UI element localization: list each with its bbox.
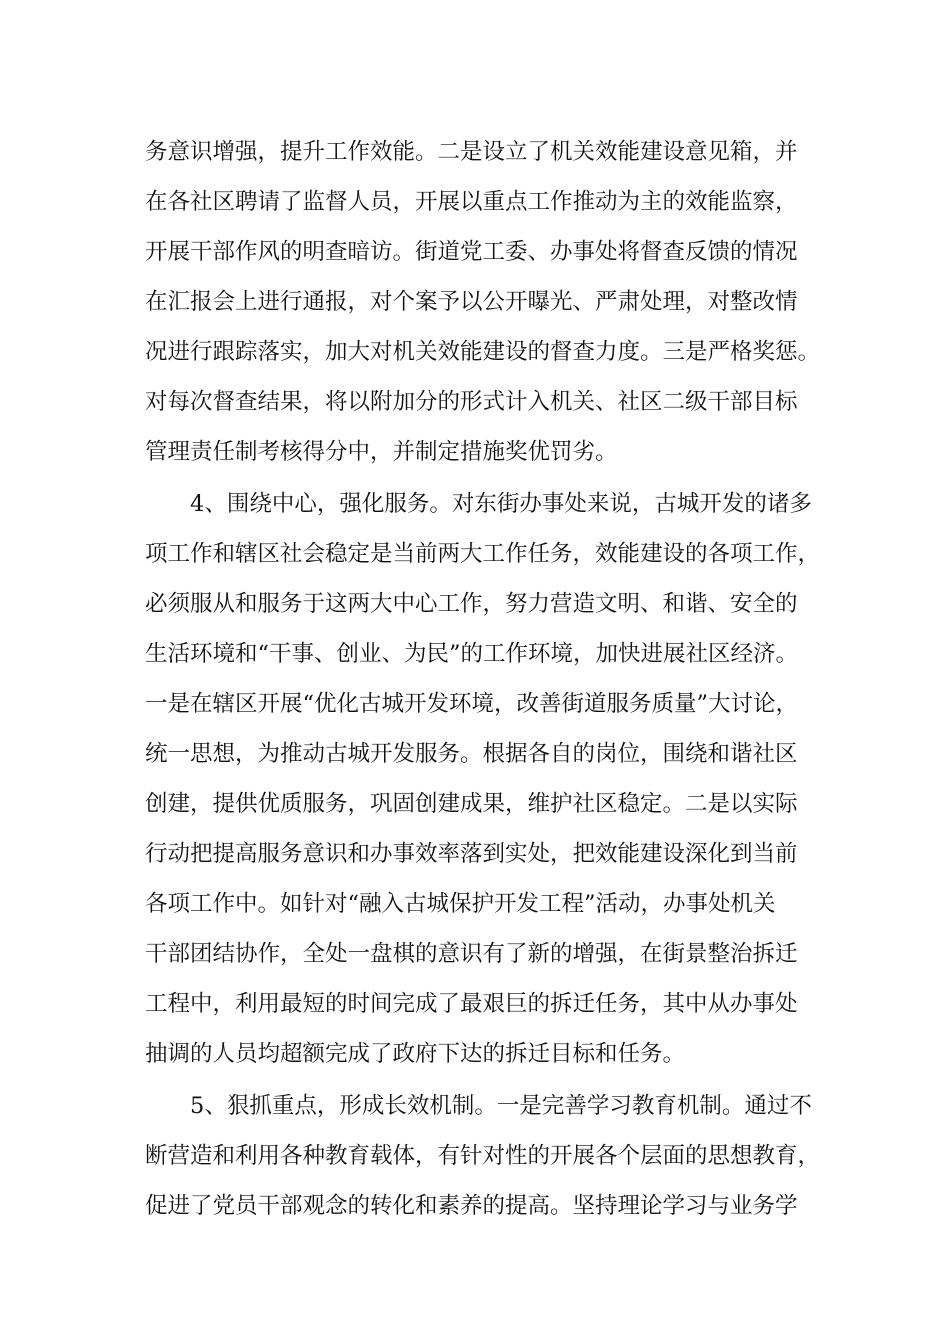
text-line: 一是在辖区开展“优化古城开发环境，改善街道服务质量”大讨论， [145,691,799,717]
text-line: 创建，提供优质服务，巩固创建成果，维护社区稳定。二是以实际 [145,791,798,817]
text-line: 必须服从和服务于这两大中心工作，努力营造文明、和谐、安全的 [145,591,798,617]
text-line: 工程中，利用最短的时间完成了最艰巨的拆迁任务，其中从办事处 [145,991,798,1017]
text-line: 行动把提高服务意识和办事效率落到实处，把效能建设深化到当前 [145,841,798,867]
text-line: 在汇报会上进行通报，对个案予以公开曝光、严肃处理，对整改情 [145,289,798,315]
text-line: 在各社区聘请了监督人员，开展以重点工作推动为主的效能监察， [145,189,798,215]
text-line: 管理责任制考核得分中，并制定措施奖优罚劣。 [145,439,618,465]
text-line: 况进行跟踪落实，加大对机关效能建设的督查力度。三是严格奖惩。 [145,339,821,365]
text-line: 促进了党员干部观念的转化和素养的提高。坚持理论学习与业务学 [145,1193,798,1219]
text-line: 各项工作中。如针对“融入古城保护开发工程”活动，办事处机关 [145,891,776,917]
text-line: 开展干部作风的明查暗访。街道党工委、办事处将督查反馈的情况 [145,239,798,265]
text-line: 务意识增强，提升工作效能。二是设立了机关效能建设意见箱，并 [145,139,798,165]
text-line: 项工作和辖区社会稳定是当前两大工作任务，效能建设的各项工作， [145,541,821,567]
paragraph-4-first-line: 4、围绕中心，强化服务。对东街办事处来说，古城开发的诸多 [190,491,812,517]
paragraph-5-first-line: 5、狠抓重点，形成长效机制。一是完善学习教育机制。通过不 [190,1093,812,1119]
text-line: 干部团结协作，全处一盘棋的意识有了新的增强，在街景整治拆迁 [145,941,798,967]
text-line: 断营造和利用各种教育载体，有针对性的开展各个层面的思想教育， [145,1143,821,1169]
text-line: 统一思想，为推动古城开发服务。根据各自的岗位，围绕和谐社区 [145,741,798,767]
text-line: 对每次督查结果，将以附加分的形式计入机关、社区二级干部目标 [145,389,798,415]
text-line: 生活环境和“干事、创业、为民”的工作环境，加快进展社区经济。 [145,641,799,667]
text-line: 抽调的人员均超额完成了政府下达的拆迁目标和任务。 [145,1041,686,1067]
